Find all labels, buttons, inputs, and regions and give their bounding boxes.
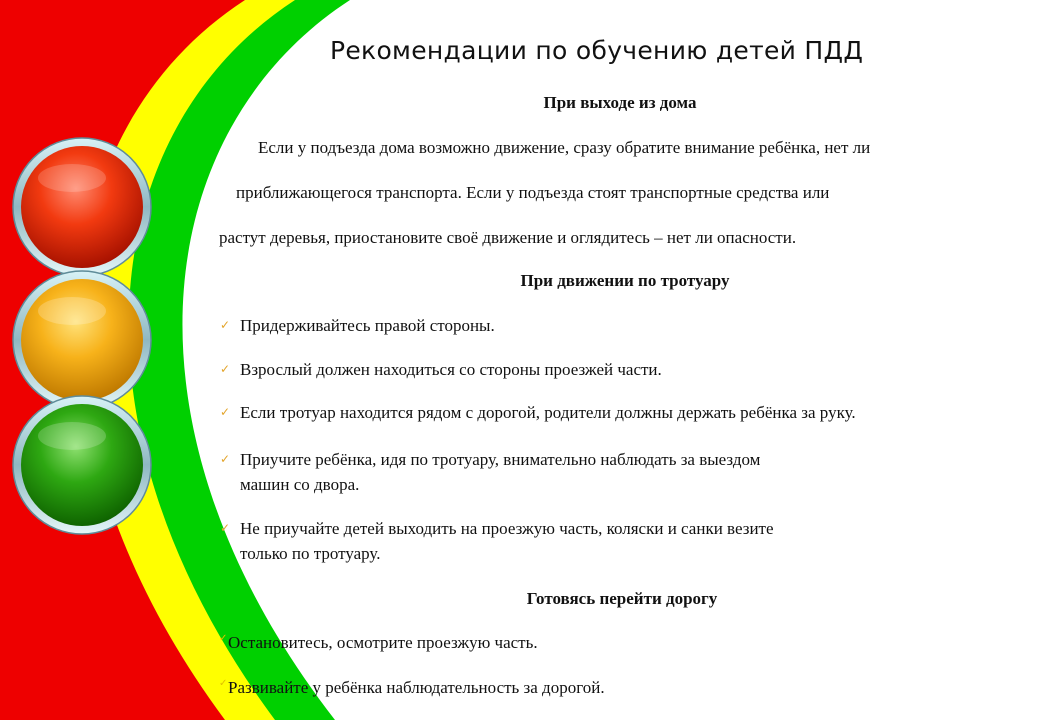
page-title: Рекомендации по обучению детей ПДД [330,36,864,65]
list-item: Взрослый должен находиться со стороны проезжей части. [240,360,662,379]
paragraph-line: Если у подъезда дома возможно движение, сразу обратите внимание ребёнка, нет ли [258,138,871,157]
checkmark-icon: ✓ [220,405,231,419]
section-heading-sidewalk: При движении по тротуару [520,271,730,290]
checkmark-icon: ✓ [220,452,231,466]
checkmark-icon: ✓ [220,362,231,376]
section-heading-leaving-home: При выходе из дома [543,93,697,112]
checkmark-icon: ✓ [219,633,228,644]
list-item: Остановитесь, осмотрите проезжую часть. [228,633,538,652]
paragraph-line: растут деревья, приостановите своё движение и оглядитесь – нет ли опасности. [219,228,797,247]
list-item: Развивайте у ребёнка наблюдательность за дорогой. [228,678,605,697]
checkmark-icon: ✓ [220,521,231,535]
list-item: Не приучайте детей выходить на проезжую часть, коляски и санки везите только по тротуару. [240,519,774,563]
checkmark-icon: ✓ [220,318,231,332]
checkmark-icon: ✓ [219,678,228,689]
list-item: Если тротуар находится рядом с дорогой, родители должны держать ребёнка за руку. [240,403,856,422]
list-item: Придерживайтесь правой стороны. [240,316,495,335]
paragraph-line: приближающегося транспорта. Если у подъезда стоят транспортные средства или [236,183,830,202]
section-heading-crossing: Готовясь перейти дорогу [526,589,718,608]
list-item: Приучите ребёнка, идя по тротуару, внимательно наблюдать за выездом машин со двора. [240,450,761,494]
